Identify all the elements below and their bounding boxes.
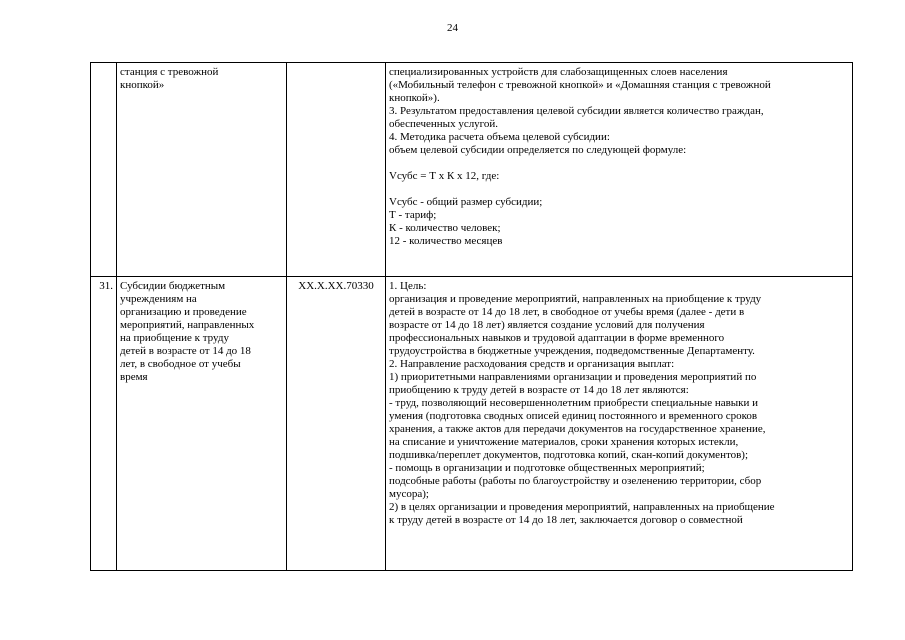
budget-code-cell [287, 63, 386, 277]
table-row [91, 277, 853, 571]
description-cell: 1. Цель: организация и проведение мероприятий, направленных на приобщение к труду детей в возрасте от 14 до 18 лет, в свободное от учебы время (далее - дети в возрасте от 14 до 18 лет) является создание условий для получения профессиональных навыков и трудовой адаптации в форме временного трудоустройства в бюджетные учреждения, подведомственные Департаменту. 2. Направление расходования средств и организация выплат: 1) приоритетными направлениями организации и проведения мероприятий по приобщению к труду детей в возрасте от 14 до 18 лет являются: - труд, позволяющий несовершеннолетним приобрести специальные навыки и умения (подготовка сводных описей единиц постоянного и временного сроков хранения, а также актов для передачи документов на государственное хранение, на списание и уничтожение материалов, сроки хранения которых истекли, подшивка/переплет документов, подготовка копий, скан-копий документов); - помощь в организации и подготовке общественных мероприятий; подсобные работы (работы по благоустройству и озеленению территории, сбор мусора); 2) в целях организации и проведения мероприятий, направленных на приобщение к труду детей в возрасте от 14 до 18 лет, заключается договор о совместной [386, 277, 853, 571]
subsidy-name-cell: станция с тревожной кнопкой» [117, 63, 287, 277]
budget-code-cell: XX.X.XX.70330 [287, 277, 386, 571]
subsidy-name-cell: Субсидии бюджетным учреждениям на организацию и проведение мероприятий, направленных на приобщение к труду детей в возрасте от 14 до 18 лет, в свободное от учебы время [117, 277, 287, 571]
subsidy-table [90, 62, 853, 571]
description-cell: специализированных устройств для слабозащищенных слоев населения («Мобильный телефон с тревожной кнопкой» и «Домашняя станция с тревожной кнопкой»). 3. Результатом предоставления целевой субсидии является количество граждан, обеспеченных услугой. 4. Методика расчета объема целевой субсидии: объем целевой субсидии определяется по следующей формуле: Vсубс = Т х К х 12, где: Vсубс - общий размер субсидии; Т - тариф; К - количество человек; 12 - количество месяцев [386, 63, 853, 277]
page-number: 24 [447, 22, 458, 34]
row-number-cell [91, 63, 117, 277]
row-number-cell: 31. [91, 277, 117, 571]
table-row [91, 63, 853, 277]
